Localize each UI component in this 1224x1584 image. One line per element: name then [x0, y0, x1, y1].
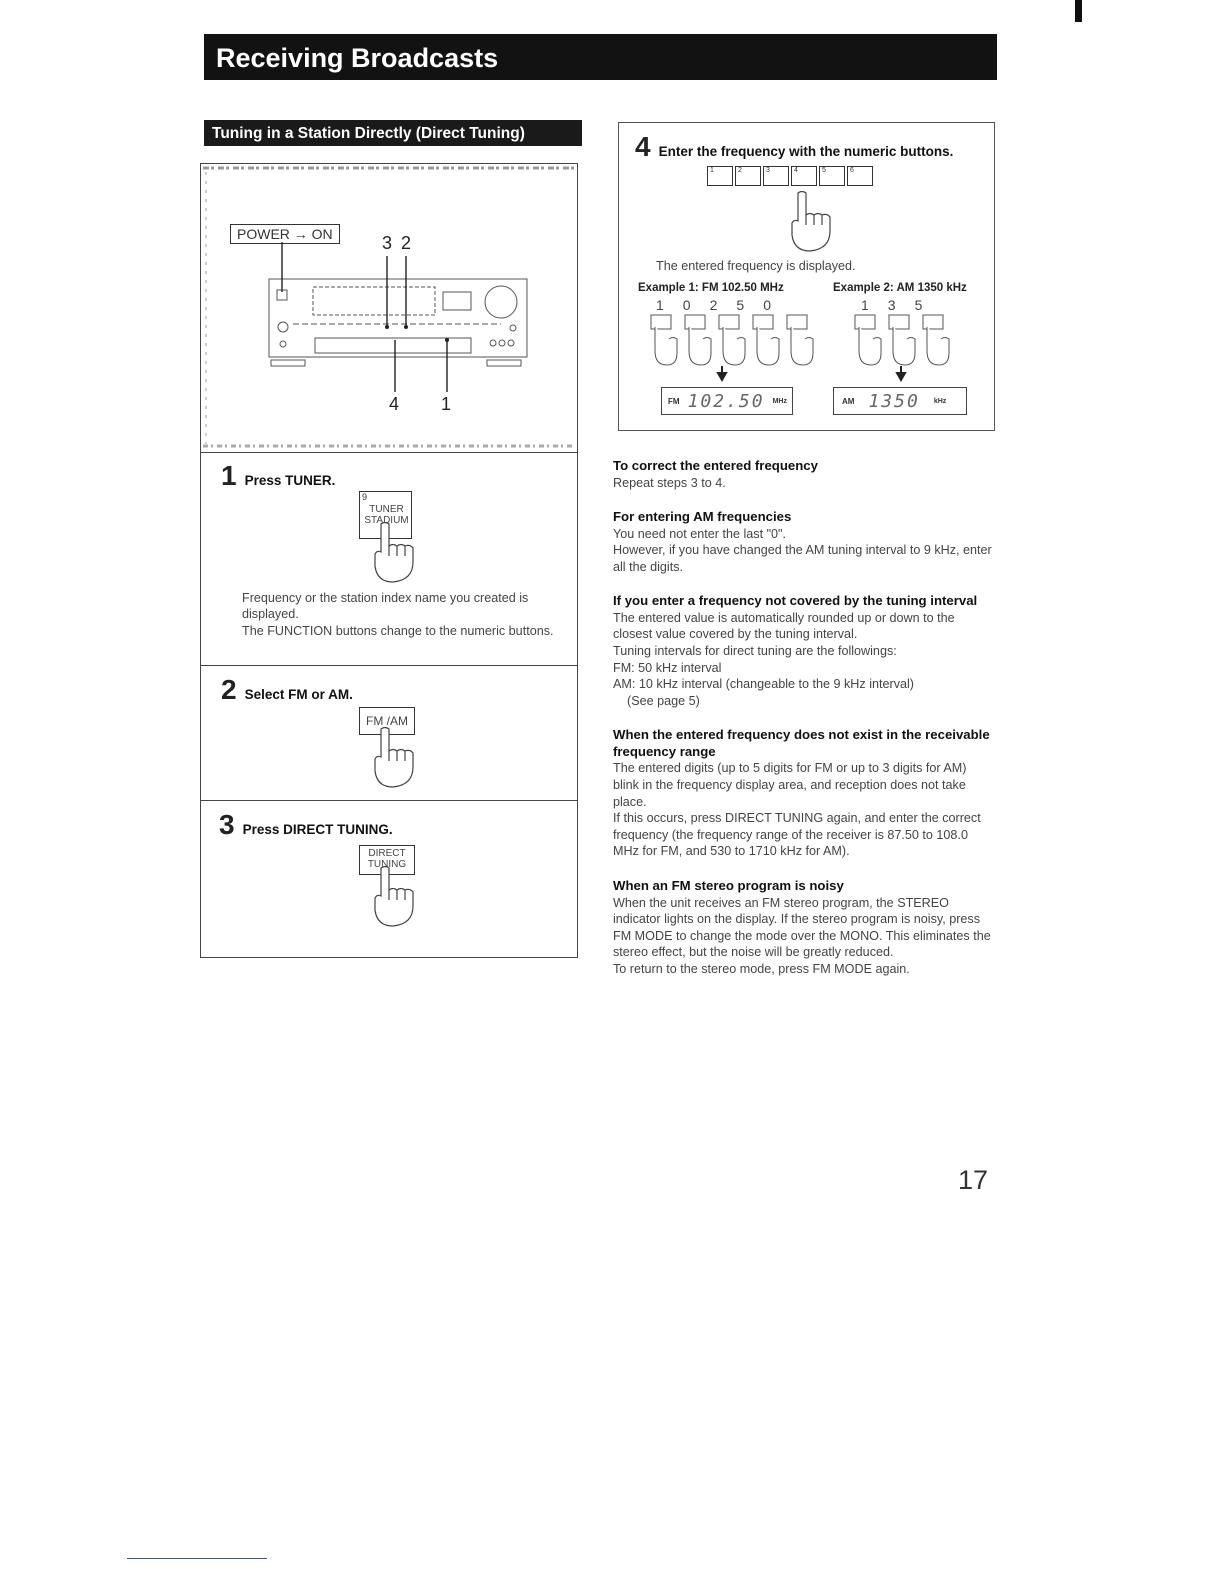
step-4-description: The entered frequency is displayed. [656, 259, 856, 273]
note-text: However, if you have changed the AM tuning interval to 9 kHz, enter all the digits. [613, 543, 992, 574]
fm-display-value: 102.50 [687, 390, 765, 412]
example-1-digit: 5 [736, 297, 745, 313]
power-on-label: POWER → ON [230, 224, 340, 244]
step-1-number: 1 [221, 460, 237, 491]
arrow-down-icon [895, 366, 907, 382]
note-text: AM: 10 kHz interval (changeable to the 9 kHz interval) [613, 677, 914, 692]
fm-am-button-label: FM /AM [366, 714, 408, 728]
page-number: 17 [958, 1165, 989, 1195]
example-2-digit: 1 [861, 297, 869, 313]
callout-2: 2 [401, 233, 412, 253]
example-1-hands-icon [647, 313, 817, 379]
receiver-diagram [201, 164, 577, 452]
numeric-key-2[interactable]: 2 [735, 166, 761, 186]
step-1-description [242, 590, 564, 639]
note-heading: To correct the entered frequency [613, 458, 818, 473]
am-display-band: AM [842, 396, 855, 406]
note-text: When the unit receives an FM stereo program, the STEREO indicator lights on the display. If the stereo program is noisy, press FM MODE to change the mode over the MONO. This eliminates the stereo effect, but the noise will be greatly reduced. [613, 895, 991, 960]
example-1-digit: 0 [763, 297, 771, 313]
numeric-key-1[interactable]: 1 [707, 166, 733, 186]
pressing-hand-icon [369, 522, 421, 584]
step-1-title: Press TUNER. [244, 473, 336, 488]
note-text: (See page 5) [627, 693, 700, 708]
note-text: If this occurs, press DIRECT TUNING again, and enter the correct frequency (the frequency range of the receiver is 87.50 to 108.0 MHz for FM, and 530 to 1710 kHz for AM). [613, 811, 981, 859]
numeric-key-6[interactable]: 6 [847, 166, 873, 186]
tuner-button-index: 9 [362, 492, 368, 502]
numeric-key-4[interactable]: 4 [791, 166, 817, 186]
note-heading: For entering AM frequencies [613, 509, 792, 525]
pressing-hand-icon [369, 866, 421, 928]
tuner-button-sublabel: STADIUM [364, 515, 409, 526]
step-4 [635, 131, 953, 163]
divider [201, 665, 577, 666]
example-2-label: Example 2: AM 1350 kHz [833, 282, 967, 294]
pressing-hand-icon [786, 191, 838, 253]
example-1-digit: 1 [656, 297, 664, 313]
example-2-digit: 5 [914, 297, 923, 313]
step-4-number: 4 [635, 131, 651, 162]
edge-marker [1075, 0, 1082, 22]
step-4-title: Enter the frequency with the numeric buttons. [658, 144, 954, 159]
step-2 [221, 674, 353, 706]
example-1-digit: 2 [709, 297, 718, 313]
divider [201, 800, 577, 801]
step-3-title: Press DIRECT TUNING. [242, 822, 393, 837]
step-4-panel [618, 122, 995, 431]
callout-1: 1 [441, 394, 452, 414]
am-display-unit: kHz [933, 397, 947, 405]
notes-section [613, 458, 993, 977]
numeric-keys [707, 166, 873, 186]
direct-tuning-button-sublabel: TUNING [367, 859, 407, 870]
callout-4: 4 [389, 394, 400, 414]
note-heading: If you enter a frequency not covered by the tuning interval [613, 593, 978, 609]
section-title: Tuning in a Station Directly (Direct Tuning) [204, 120, 582, 146]
step-3 [219, 809, 393, 841]
receiver-front-panel [201, 164, 577, 452]
fm-display-unit: MHz [772, 397, 787, 405]
note-heading: When the entered frequency does not exist in the receivable frequency range [613, 727, 990, 759]
am-display-value: 1350 [868, 390, 920, 412]
step-1-desc-line-2: The FUNCTION buttons change to the numeric buttons. [242, 623, 554, 638]
step-3-number: 3 [219, 809, 235, 840]
numeric-key-3[interactable]: 3 [763, 166, 789, 186]
example-2-digits [861, 297, 922, 313]
step-1 [221, 460, 335, 492]
note-text: Repeat steps 3 to 4. [613, 475, 726, 490]
fm-display-band: FM [668, 396, 680, 406]
note-text: FM: 50 kHz interval [613, 660, 722, 675]
numeric-key-5[interactable]: 5 [819, 166, 845, 186]
note-text: The entered value is automatically rounded up or down to the closest value covered by the tuning interval. [613, 610, 955, 642]
direct-tuning-button-label: DIRECT [368, 848, 406, 859]
example-1-digits [656, 297, 771, 313]
note-text: The entered digits (up to 5 digits for FM or up to 3 digits for AM) blink in the frequency display area, and reception does not take place. [613, 761, 967, 809]
fm-display [661, 387, 793, 415]
step-1-desc-line-1: Frequency or the station index name you created is displayed. [242, 591, 529, 622]
pressing-hand-icon [369, 727, 421, 789]
example-2-digit: 3 [887, 297, 896, 313]
callout-3: 3 [382, 233, 393, 253]
am-display [833, 387, 967, 415]
step-2-title: Select FM or AM. [244, 687, 353, 702]
tuner-button-label: TUNER [369, 504, 404, 515]
note-text: Tuning intervals for direct tuning are the followings: [613, 644, 897, 659]
steps-panel [200, 163, 578, 958]
note-heading: When an FM stereo program is noisy [613, 878, 844, 893]
divider [201, 452, 577, 453]
note-text: To return to the stereo mode, press FM MODE again. [613, 961, 910, 976]
step-2-number: 2 [221, 674, 237, 705]
page-title: Receiving Broadcasts [204, 34, 997, 80]
footer-rule [127, 1558, 267, 1559]
example-1-digit: 0 [682, 297, 691, 313]
arrow-down-icon [716, 366, 728, 382]
note-text: You need not enter the last "0". [613, 526, 787, 541]
example-1-label: Example 1: FM 102.50 MHz [638, 282, 784, 294]
